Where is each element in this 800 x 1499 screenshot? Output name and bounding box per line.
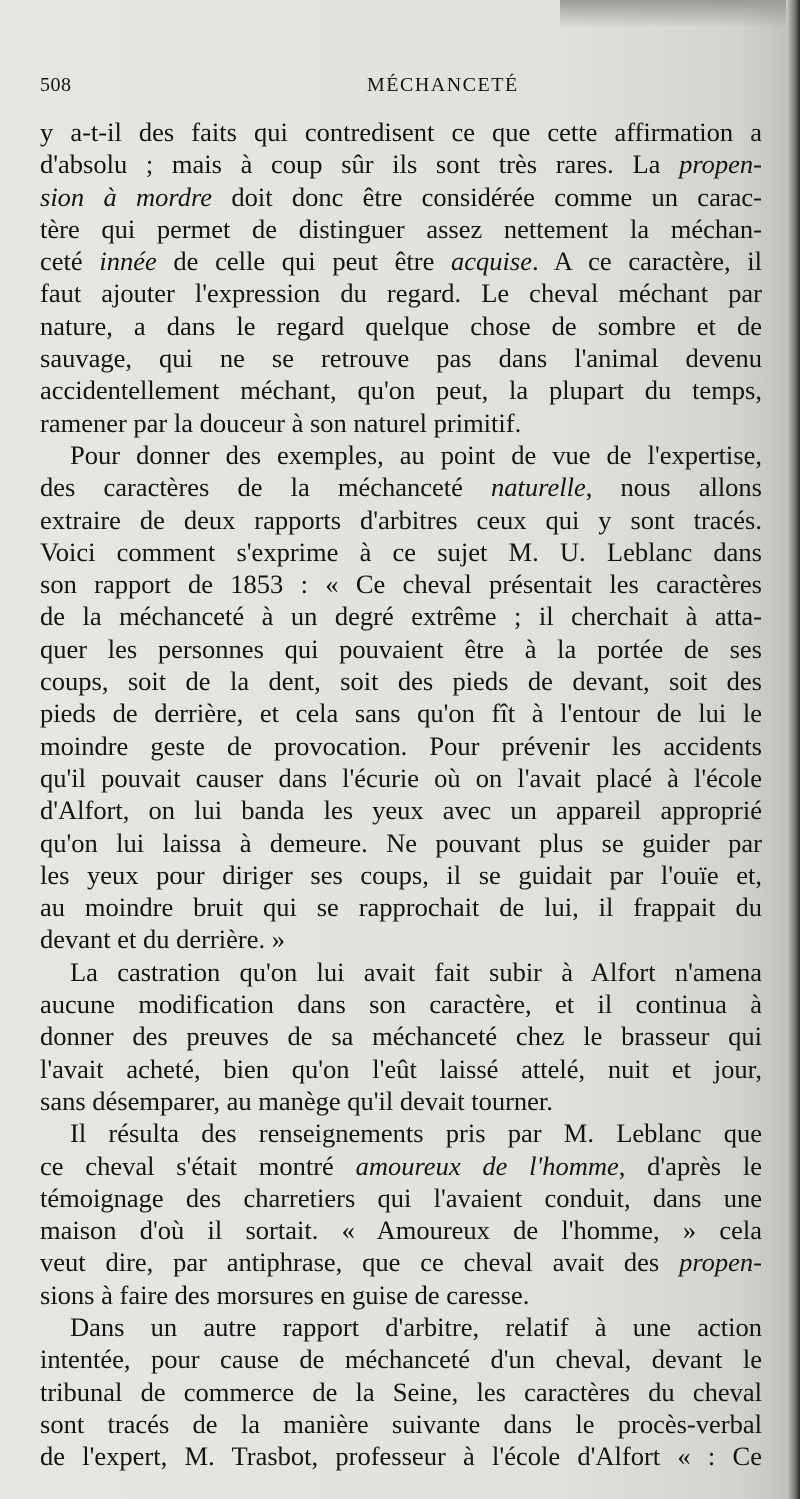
text-line: tribunal de commerce de la Seine, les caractères du cheval	[40, 1376, 762, 1407]
text-line: Voici comment s'exprime à ce sujet M. U. Leblanc dans	[40, 536, 762, 567]
book-spine-edge	[786, 0, 800, 1499]
text-line: qu'on lui laissa à demeure. Ne pouvant plus se guider par	[40, 827, 762, 858]
paragraph-first-line: Dans un autre rapport d'arbitre, relatif à une action	[70, 1311, 762, 1342]
paragraph-first-line: Il résulta des renseignements pris par M. Leblanc que	[70, 1118, 762, 1149]
text-line: pieds de derrière, et cela sans qu'on fît à l'entour de lui le	[40, 698, 762, 729]
text-line: veut dire, par antiphrase, que ce cheval avait des propen-	[40, 1247, 762, 1278]
text-line: des caractères de la méchanceté naturelle, nous allons	[40, 472, 762, 503]
page-number: 508	[40, 74, 72, 96]
text-line: donner des preuves de sa méchanceté chez le brasseur qui	[40, 1021, 762, 1052]
text-line: sauvage, qui ne se retrouve pas dans l'animal devenu	[40, 343, 762, 374]
text-line: moindre geste de provocation. Pour prévenir les accidents	[40, 730, 762, 761]
text-line: devant et du derrière. »	[40, 924, 286, 955]
paragraph-first-line: La castration qu'on lui avait fait subir à Alfort n'amena	[70, 956, 762, 987]
text-line: quer les personnes qui pouvaient être à la portée de ses	[40, 633, 762, 664]
text-line: d'Alfort, on lui banda les yeux avec un appareil approprié	[40, 795, 762, 826]
text-line: sion à mordre doit donc être considérée comme un carac-	[40, 181, 762, 212]
text-line: faut ajouter l'expression du regard. Le cheval méchant par	[40, 278, 762, 309]
text-line: au moindre bruit qui se rapprochait de lui, il frappait du	[40, 892, 762, 923]
text-line: intentée, pour cause de méchanceté d'un cheval, devant le	[40, 1344, 762, 1375]
text-line: extraire de deux rapports d'arbitres ceux qui y sont tracés.	[40, 504, 762, 535]
running-title: MÉCHANCETÉ	[367, 74, 519, 96]
body-text	[40, 116, 762, 1472]
text-line: y a-t-il des faits qui contredisent ce que cette affirmation a	[40, 117, 762, 147]
text-line: d'absolu ; mais à coup sûr ils sont très rares. La propen-	[40, 149, 762, 180]
text-line: sions à faire des morsures en guise de caresse.	[40, 1279, 530, 1310]
paragraph-first-line: Pour donner des exemples, au point de vue de l'expertise,	[70, 439, 762, 470]
text-line: maison d'où il sortait. « Amoureux de l'homme, » cela	[40, 1215, 762, 1246]
text-line: l'avait acheté, bien qu'on l'eût laissé attelé, nuit et jour,	[40, 1053, 762, 1084]
page-header	[40, 74, 760, 104]
text-line: ce cheval s'était montré amoureux de l'homme, d'après le	[40, 1150, 763, 1181]
text-line: accidentellement méchant, qu'on peut, la plupart du temps,	[40, 375, 762, 406]
text-line: sans désemparer, au manège qu'il devait tourner.	[40, 1085, 553, 1116]
text-line: de la méchanceté à un degré extrême ; il cherchait à atta-	[40, 601, 762, 632]
text-line: de l'expert, M. Trasbot, professeur à l'école d'Alfort « : Ce	[40, 1441, 762, 1472]
text-line: son rapport de 1853 : « Ce cheval présentait les caractères	[40, 569, 762, 600]
text-line: nature, a dans le regard quelque chose de sombre et de	[40, 310, 762, 341]
text-line: aucune modification dans son caractère, et il continua à	[40, 989, 762, 1020]
text-line: coups, soit de la dent, soit des pieds de devant, soit des	[40, 666, 762, 697]
text-line: sont tracés de la manière suivante dans le procès-verbal	[40, 1408, 762, 1439]
page-shadow	[560, 0, 800, 28]
text-line: les yeux pour diriger ses coups, il se guidait par l'ouïe et,	[40, 859, 762, 890]
text-line: qu'il pouvait causer dans l'écurie où on l'avait placé à l'école	[40, 762, 762, 793]
text-line: tère qui permet de distinguer assez nettement la méchan-	[40, 213, 762, 244]
text-line: ramener par la douceur à son naturel primitif.	[40, 407, 522, 438]
text-line: ceté innée de celle qui peut être acquise. A ce caractère, il	[40, 246, 762, 277]
text-line: témoignage des charretiers qui l'avaient conduit, dans une	[40, 1182, 762, 1213]
